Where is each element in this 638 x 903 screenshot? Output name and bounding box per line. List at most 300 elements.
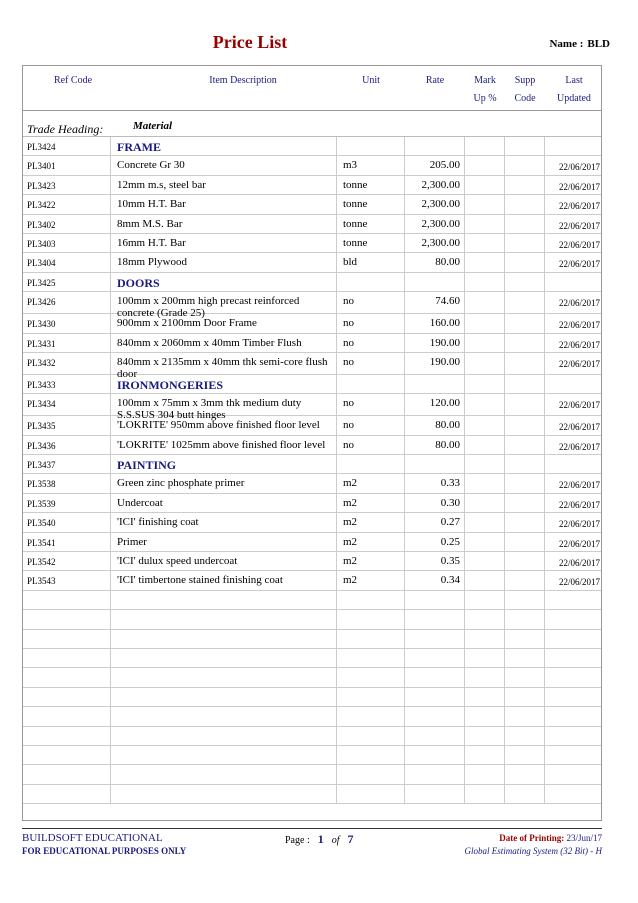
cell-desc: IRONMONGERIES: [111, 375, 337, 393]
cell-supp: [505, 195, 545, 213]
cell-mark: [465, 688, 505, 706]
cell-code: [23, 688, 111, 706]
cell-desc: 100mm x 200mm high precast reinforced concrete (Grade 25): [111, 292, 337, 313]
system-name: Global Estimating System (32 Bit): [464, 846, 588, 856]
cell-rate: 120.00: [405, 394, 465, 415]
cell-date: [545, 610, 603, 628]
cell-date: [545, 375, 603, 393]
cell-mark: [465, 707, 505, 725]
cell-unit: [337, 688, 405, 706]
cell-rate: [405, 668, 465, 686]
trade-heading-value: Material: [133, 120, 173, 132]
cell-supp: [505, 688, 545, 706]
table-row: [23, 436, 601, 455]
cell-supp: [505, 533, 545, 551]
cell-unit: tonne: [337, 195, 405, 213]
cell-unit: tonne: [337, 215, 405, 233]
table-row: [23, 394, 601, 422]
cell-supp: [505, 455, 545, 473]
cell-code: PL3540: [23, 513, 111, 531]
cell-mark: [465, 137, 505, 155]
footer-page-info: [285, 832, 362, 847]
cell-unit: no: [337, 416, 405, 434]
cell-desc: 10mm H.T. Bar: [111, 195, 337, 213]
cell-date: [545, 668, 603, 686]
cell-unit: no: [337, 436, 405, 454]
empty-row: [23, 610, 601, 629]
cell-date: 22/06/2017: [558, 259, 600, 270]
cell-desc: FRAME: [111, 137, 337, 155]
cell-date: 22/06/2017: [558, 320, 600, 331]
cell-date: 22/06/2017: [558, 441, 600, 452]
cell-rate: [405, 785, 465, 803]
cell-code: PL3542: [23, 552, 111, 570]
cell-mark: [465, 253, 505, 271]
cell-mark: [465, 455, 505, 473]
footer-date: [499, 833, 602, 843]
cell-date: 22/06/2017: [558, 220, 600, 231]
cell-rate: [405, 273, 465, 291]
cell-desc: 8mm M.S. Bar: [111, 215, 337, 233]
cell-supp: [505, 630, 545, 648]
cell-code: [23, 610, 111, 628]
cell-rate: 0.35: [405, 552, 465, 570]
table-rows: [23, 137, 601, 804]
cell-supp: [505, 765, 545, 783]
cell-supp: [505, 353, 545, 374]
cell-desc: [111, 688, 337, 706]
cell-mark: [465, 273, 505, 291]
empty-row: [23, 707, 601, 726]
cell-rate: 2,300.00: [405, 195, 465, 213]
header-last: Last: [565, 75, 583, 86]
empty-row: [23, 765, 601, 784]
table-row: [23, 334, 601, 353]
cell-mark: [465, 746, 505, 764]
cell-supp: [505, 552, 545, 570]
cell-desc: [111, 765, 337, 783]
trade-heading: [23, 111, 601, 137]
cell-supp: [505, 436, 545, 454]
cell-mark: [465, 375, 505, 393]
cell-unit: bld: [337, 253, 405, 271]
table-row: [23, 176, 601, 195]
cell-desc: 'ICI' dulux speed undercoat: [111, 552, 337, 570]
trade-heading-label: Trade Heading:: [27, 122, 104, 136]
table-row: [23, 353, 601, 380]
cell-mark: [465, 727, 505, 745]
cell-date: 22/06/2017: [558, 480, 600, 491]
cell-desc: 'ICI' finishing coat: [111, 513, 337, 531]
cell-supp: [505, 334, 545, 352]
cell-rate: 80.00: [405, 253, 465, 271]
cell-mark: [465, 494, 505, 512]
cell-rate: [405, 137, 465, 155]
cell-supp: [505, 494, 545, 512]
cell-desc: [111, 746, 337, 764]
cell-code: [23, 785, 111, 803]
footer-system: [465, 846, 603, 856]
name-label: Name :: [549, 38, 584, 50]
cell-desc: 'LOKRITE' 1025mm above finished floor level: [111, 436, 337, 454]
cell-date: [545, 727, 603, 745]
cell-supp: [505, 156, 545, 174]
cell-desc: Concrete Gr 30: [111, 156, 337, 174]
cell-unit: [337, 785, 405, 803]
cell-supp: [505, 273, 545, 291]
cell-unit: [337, 630, 405, 648]
cell-mark: [465, 785, 505, 803]
cell-supp: [505, 292, 545, 313]
cell-mark: [465, 649, 505, 667]
cell-code: PL3424: [23, 137, 111, 155]
cell-supp: [505, 649, 545, 667]
section-heading-row: [23, 455, 601, 474]
cell-mark: [465, 668, 505, 686]
page-title: Price List: [212, 32, 288, 52]
cell-desc: [111, 707, 337, 725]
header-code: Code: [514, 93, 536, 104]
cell-mark: [465, 630, 505, 648]
cell-rate: 0.27: [405, 513, 465, 531]
cell-code: [23, 649, 111, 667]
cell-mark: [465, 215, 505, 233]
header-updated: Updated: [557, 93, 591, 104]
cell-unit: m2: [337, 494, 405, 512]
cell-unit: m2: [337, 552, 405, 570]
cell-desc: PAINTING: [111, 455, 337, 473]
price-table: [22, 110, 602, 821]
table-row: [23, 474, 601, 493]
cell-unit: [337, 649, 405, 667]
cell-desc: Primer: [111, 533, 337, 551]
cell-unit: [337, 273, 405, 291]
cell-desc: DOORS: [111, 273, 337, 291]
cell-supp: [505, 474, 545, 492]
cell-mark: [465, 591, 505, 609]
table-row: [23, 416, 601, 435]
cell-mark: [465, 195, 505, 213]
cell-code: PL3423: [23, 176, 111, 194]
section-heading-row: [23, 137, 601, 156]
cell-desc: 100mm x 75mm x 3mm thk medium duty S.S.SUS 304 butt hinges: [111, 394, 337, 415]
table-row: [23, 156, 601, 175]
cell-unit: [337, 591, 405, 609]
system-suffix: - H: [590, 846, 602, 856]
cell-date: [545, 746, 603, 764]
cell-desc: [111, 668, 337, 686]
table-row: [23, 314, 601, 333]
table-header: [22, 65, 602, 110]
cell-unit: [337, 765, 405, 783]
cell-rate: [405, 746, 465, 764]
empty-row: [23, 630, 601, 649]
cell-desc: [111, 610, 337, 628]
empty-row: [23, 746, 601, 765]
cell-code: [23, 707, 111, 725]
header-mark: Mark: [474, 75, 496, 86]
cell-unit: [337, 455, 405, 473]
cell-supp: [505, 571, 545, 589]
cell-date: [545, 785, 603, 803]
cell-date: 22/06/2017: [558, 519, 600, 530]
cell-desc: 16mm H.T. Bar: [111, 234, 337, 252]
cell-mark: [465, 552, 505, 570]
header-rate: Rate: [425, 75, 445, 86]
name-value: BLD: [587, 38, 610, 50]
cell-rate: 205.00: [405, 156, 465, 174]
cell-date: 22/06/2017: [558, 577, 600, 588]
cell-mark: [465, 474, 505, 492]
cell-date: 22/06/2017: [558, 499, 600, 510]
empty-row: [23, 688, 601, 707]
cell-rate: 2,300.00: [405, 234, 465, 252]
cell-supp: [505, 513, 545, 531]
cell-date: [545, 273, 603, 291]
cell-unit: no: [337, 353, 405, 374]
cell-rate: 0.25: [405, 533, 465, 551]
cell-rate: 190.00: [405, 353, 465, 374]
section-heading-row: [23, 375, 601, 394]
cell-date: [545, 455, 603, 473]
cell-code: PL3433: [23, 375, 111, 393]
cell-code: [23, 668, 111, 686]
cell-supp: [505, 785, 545, 803]
cell-unit: m2: [337, 513, 405, 531]
cell-mark: [465, 610, 505, 628]
cell-unit: m3: [337, 156, 405, 174]
cell-code: [23, 727, 111, 745]
cell-date: 22/06/2017: [558, 358, 600, 369]
cell-supp: [505, 746, 545, 764]
header-ref-code: Ref Code: [53, 75, 93, 86]
cell-unit: no: [337, 394, 405, 415]
cell-rate: [405, 455, 465, 473]
cell-rate: [405, 765, 465, 783]
cell-supp: [505, 668, 545, 686]
cell-code: PL3541: [23, 533, 111, 551]
cell-desc: 900mm x 2100mm Door Frame: [111, 314, 337, 332]
header-supp: Supp: [514, 75, 536, 86]
cell-unit: [337, 610, 405, 628]
cell-code: PL3435: [23, 416, 111, 434]
cell-unit: no: [337, 292, 405, 313]
cell-date: [545, 591, 603, 609]
cell-desc: Undercoat: [111, 494, 337, 512]
cell-unit: m2: [337, 533, 405, 551]
cell-mark: [465, 234, 505, 252]
cell-rate: 0.30: [405, 494, 465, 512]
cell-code: PL3402: [23, 215, 111, 233]
cell-unit: [337, 375, 405, 393]
cell-code: PL3539: [23, 494, 111, 512]
cell-rate: [405, 707, 465, 725]
cell-mark: [465, 334, 505, 352]
cell-supp: [505, 314, 545, 332]
cell-rate: [405, 591, 465, 609]
cell-rate: 2,300.00: [405, 176, 465, 194]
table-row: [23, 292, 601, 320]
cell-unit: no: [337, 314, 405, 332]
table-row: [23, 234, 601, 253]
cell-mark: [465, 176, 505, 194]
cell-date: 22/06/2017: [558, 298, 600, 309]
empty-row: [23, 668, 601, 687]
cell-rate: [405, 727, 465, 745]
cell-desc: 18mm Plywood: [111, 253, 337, 271]
date-label: Date of Printing:: [499, 833, 565, 843]
cell-supp: [505, 176, 545, 194]
cell-date: [545, 688, 603, 706]
cell-code: PL3431: [23, 334, 111, 352]
cell-code: PL3437: [23, 455, 111, 473]
page-of: of: [331, 835, 340, 846]
cell-code: PL3404: [23, 253, 111, 271]
cell-code: PL3434: [23, 394, 111, 415]
cell-code: [23, 765, 111, 783]
cell-rate: [405, 649, 465, 667]
cell-date: 22/06/2017: [558, 422, 600, 433]
cell-rate: 80.00: [405, 436, 465, 454]
cell-supp: [505, 591, 545, 609]
section-heading-row: [23, 273, 601, 292]
cell-desc: [111, 591, 337, 609]
cell-mark: [465, 292, 505, 313]
cell-date: [545, 630, 603, 648]
cell-desc: 'ICI' timbertone stained finishing coat: [111, 571, 337, 589]
name-field: [549, 38, 610, 50]
cell-date: [545, 707, 603, 725]
cell-code: PL3432: [23, 353, 111, 374]
cell-date: 22/06/2017: [558, 339, 600, 350]
cell-desc: 'LOKRITE' 950mm above finished floor level: [111, 416, 337, 434]
cell-date: [545, 765, 603, 783]
cell-code: PL3403: [23, 234, 111, 252]
cell-unit: m2: [337, 474, 405, 492]
cell-date: 22/06/2017: [558, 239, 600, 250]
cell-unit: [337, 137, 405, 155]
footer-purpose: FOR EDUCATIONAL PURPOSES ONLY: [22, 846, 187, 856]
cell-desc: 12mm m.s, steel bar: [111, 176, 337, 194]
page-number: 1: [317, 832, 324, 846]
page-label: Page :: [285, 835, 310, 846]
cell-desc: 840mm x 2135mm x 40mm thk semi-core flush door: [111, 353, 337, 374]
cell-supp: [505, 416, 545, 434]
cell-date: 22/06/2017: [558, 162, 600, 173]
cell-mark: [465, 353, 505, 374]
cell-supp: [505, 707, 545, 725]
empty-row: [23, 591, 601, 610]
cell-rate: 0.34: [405, 571, 465, 589]
cell-rate: [405, 630, 465, 648]
cell-desc: Green zinc phosphate primer: [111, 474, 337, 492]
table-row: [23, 513, 601, 532]
cell-rate: 80.00: [405, 416, 465, 434]
cell-supp: [505, 234, 545, 252]
header-up-pct: Up %: [473, 93, 497, 104]
cell-code: PL3538: [23, 474, 111, 492]
footer-company: BUILDSOFT EDUCATIONAL: [22, 832, 163, 844]
cell-mark: [465, 533, 505, 551]
cell-desc: [111, 727, 337, 745]
cell-desc: [111, 649, 337, 667]
cell-rate: 190.00: [405, 334, 465, 352]
cell-date: [545, 649, 603, 667]
cell-mark: [465, 394, 505, 415]
cell-mark: [465, 416, 505, 434]
cell-code: PL3436: [23, 436, 111, 454]
cell-supp: [505, 137, 545, 155]
cell-supp: [505, 253, 545, 271]
cell-mark: [465, 314, 505, 332]
cell-rate: 2,300.00: [405, 215, 465, 233]
cell-desc: [111, 785, 337, 803]
cell-supp: [505, 394, 545, 415]
table-row: [23, 494, 601, 513]
cell-code: [23, 591, 111, 609]
cell-date: 22/06/2017: [558, 558, 600, 569]
cell-code: [23, 630, 111, 648]
empty-row: [23, 727, 601, 746]
cell-code: PL3430: [23, 314, 111, 332]
empty-row: [23, 649, 601, 668]
header-unit: Unit: [362, 75, 380, 86]
cell-code: PL3425: [23, 273, 111, 291]
cell-unit: [337, 727, 405, 745]
cell-supp: [505, 215, 545, 233]
cell-mark: [465, 571, 505, 589]
cell-mark: [465, 513, 505, 531]
table-row: [23, 215, 601, 234]
table-row: [23, 533, 601, 552]
cell-rate: 160.00: [405, 314, 465, 332]
cell-date: 22/06/2017: [558, 181, 600, 192]
cell-unit: [337, 746, 405, 764]
cell-code: PL3426: [23, 292, 111, 313]
cell-unit: [337, 668, 405, 686]
table-row: [23, 571, 601, 590]
cell-date: 22/06/2017: [558, 201, 600, 212]
cell-rate: [405, 375, 465, 393]
page-total: 7: [347, 832, 354, 846]
cell-supp: [505, 375, 545, 393]
cell-rate: [405, 610, 465, 628]
cell-code: [23, 746, 111, 764]
cell-rate: [405, 688, 465, 706]
cell-code: PL3543: [23, 571, 111, 589]
cell-rate: 74.60: [405, 292, 465, 313]
cell-unit: tonne: [337, 234, 405, 252]
cell-mark: [465, 436, 505, 454]
cell-desc: [111, 630, 337, 648]
cell-code: PL3401: [23, 156, 111, 174]
cell-unit: no: [337, 334, 405, 352]
cell-date: 22/06/2017: [558, 400, 600, 411]
cell-unit: [337, 707, 405, 725]
empty-row: [23, 785, 601, 804]
table-row: [23, 195, 601, 214]
cell-supp: [505, 727, 545, 745]
cell-date: [545, 137, 603, 155]
cell-rate: 0.33: [405, 474, 465, 492]
cell-date: 22/06/2017: [558, 538, 600, 549]
table-row: [23, 552, 601, 571]
cell-supp: [505, 610, 545, 628]
date-value: 23/Jun/17: [566, 833, 602, 843]
table-row: [23, 253, 601, 272]
cell-desc: 840mm x 2060mm x 40mm Timber Flush: [111, 334, 337, 352]
cell-unit: m2: [337, 571, 405, 589]
